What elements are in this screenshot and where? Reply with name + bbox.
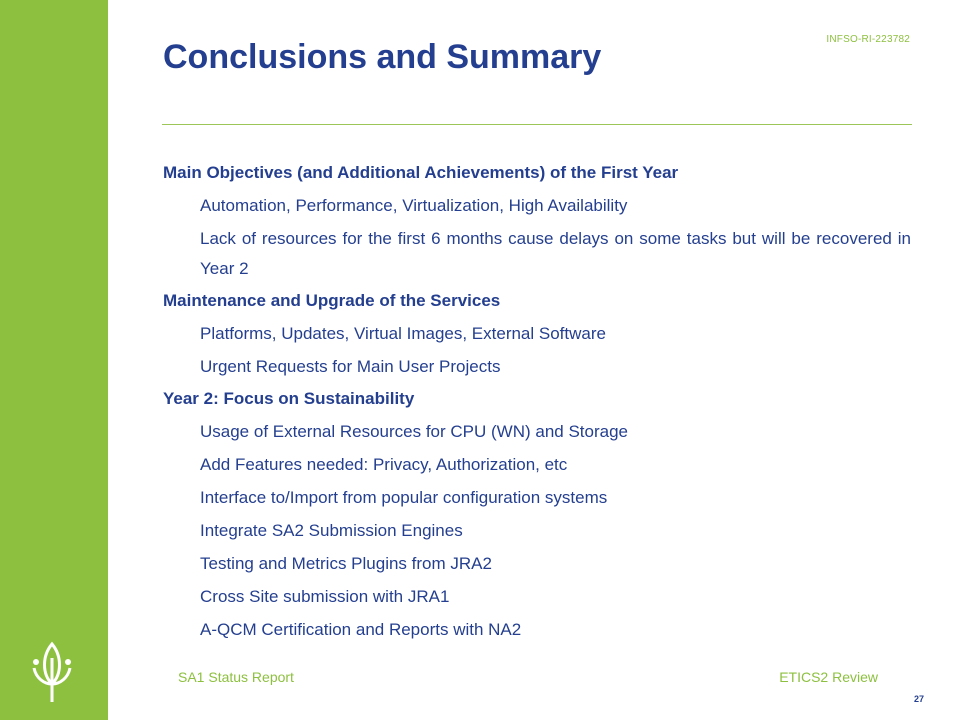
list-item: Platforms, Updates, Virtual Images, External Software [200, 324, 606, 343]
section-objectives [163, 158, 911, 284]
left-sidebar [0, 0, 108, 720]
list-item: A-QCM Certification and Reports with NA2 [200, 620, 522, 639]
slide-content [163, 156, 911, 645]
document-reference: INFSO-RI-223782 [826, 34, 910, 45]
list-item: Cross Site submission with JRA1 [200, 587, 450, 606]
section-heading: Main Objectives (and Additional Achievements) of the First Year [163, 163, 679, 182]
page-number: 27 [913, 694, 924, 704]
list-item: Add Features needed: Privacy, Authorization, etc [200, 455, 568, 474]
footer-left-text: SA1 Status Report [178, 669, 294, 685]
section-maintenance [163, 286, 911, 382]
list-item: Usage of External Resources for CPU (WN) and Storage [200, 422, 629, 441]
footer-right-text: ETICS2 Review [779, 669, 878, 685]
list-item: Integrate SA2 Submission Engines [200, 521, 463, 540]
title-divider [162, 124, 912, 125]
section-heading: Maintenance and Upgrade of the Services [163, 291, 501, 310]
slide-title: Conclusions and Summary [163, 38, 602, 76]
sprout-leaf-icon [30, 640, 74, 706]
list-item: Lack of resources for the first 6 months cause delays on some tasks but will be recovered in Year 2 [200, 229, 911, 278]
list-item: Automation, Performance, Virtualization, High Availability [200, 196, 628, 215]
section-year2 [163, 384, 911, 645]
section-heading: Year 2: Focus on Sustainability [163, 389, 415, 408]
list-item: Testing and Metrics Plugins from JRA2 [200, 554, 492, 573]
list-item: Interface to/Import from popular configuration systems [200, 488, 608, 507]
list-item: Urgent Requests for Main User Projects [200, 357, 501, 376]
